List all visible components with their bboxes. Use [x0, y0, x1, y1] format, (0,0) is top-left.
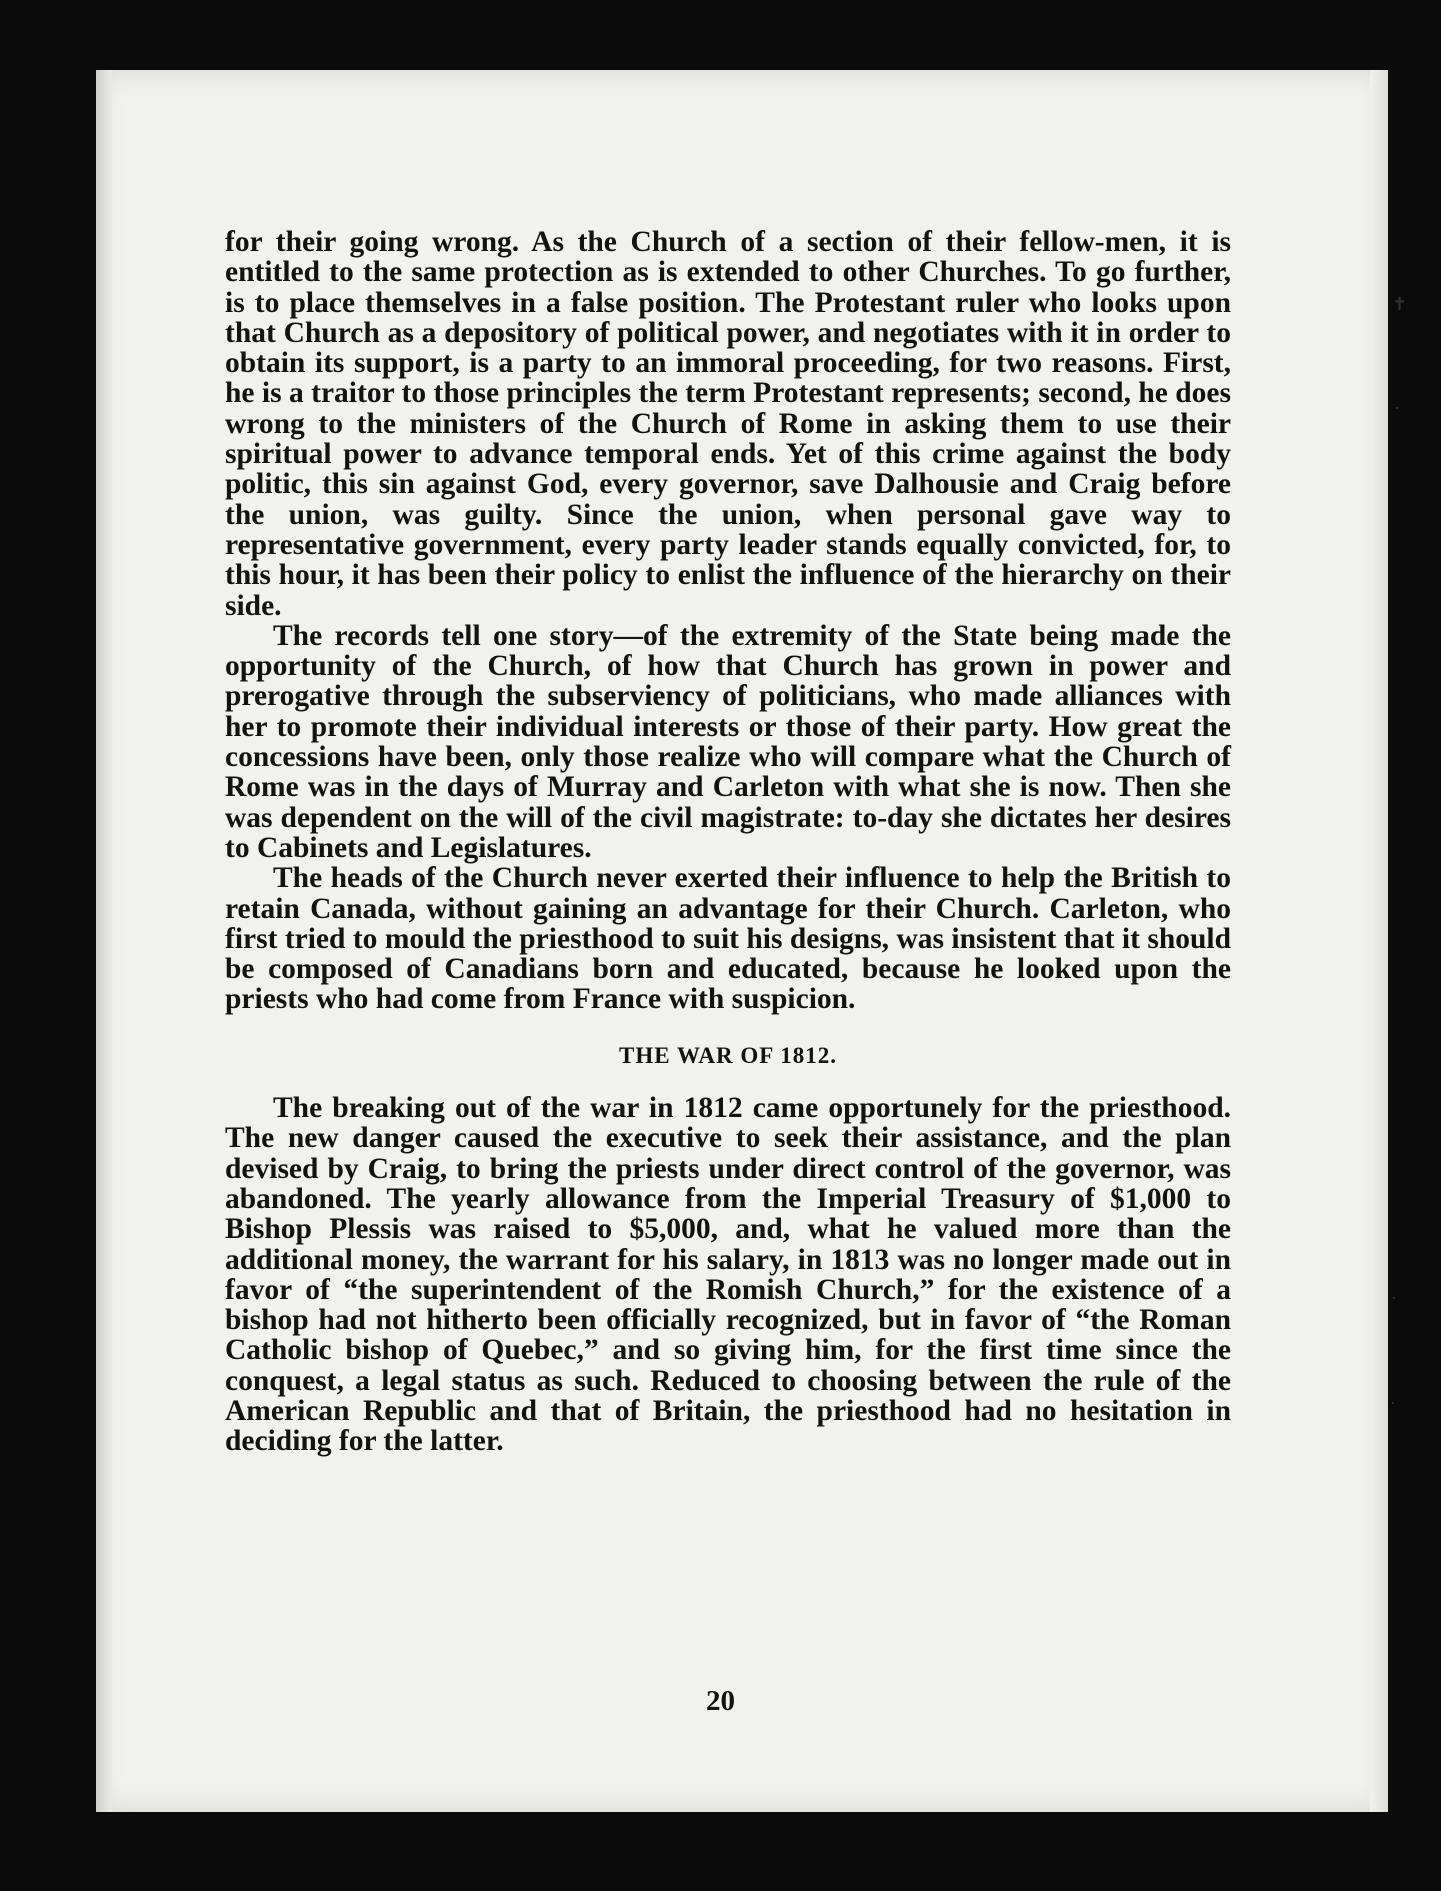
paragraph: The breaking out of the war in 1812 came opportunely for the priesthood. The new danger caused the executive to seek their assistance, and the plan devised by Craig, to bring the priests under direct control of the governor, was abandoned. The yearly allowance from the Imperial Treasury of $1,000 to Bishop Plessis was raised to $5,000, and, what he valued more than the additional money, the warrant for his salary, in 1813 was no longer made out in favor of “the superintendent of the Romish Church,” for the existence of a bishop had not hitherto been officially recognized, but in favor of “the Roman Catholic bishop of Quebec,” and so giving him, for the first time since the conquest, a legal status as such. Reduced to choosing between the rule of the American Republic and that of Britain, the priesthood had no hesitation in deciding for the latter.	[225, 1092, 1231, 1458]
page-number: 20	[706, 1685, 735, 1717]
page-right-edge	[1370, 70, 1388, 1812]
page-binding-edge	[96, 70, 112, 1812]
section-heading: THE WAR OF 1812.	[619, 1042, 837, 1068]
paragraph: The heads of the Church never exerted their influence to help the British to retain Canada, without gaining an advantage for their Church. Carleton, who first tried to mould the priesthood to suit his designs, was insistent that it should be composed of Canadians born and educated, because he looked upon the priests who had come from France with suspicion.	[225, 862, 1231, 1016]
paragraph: for their going wrong. As the Church of a section of their fellow-men, it is entitled to the same protection as is extended to other Churches. To go further, is to place themselves in a false position. The Protestant ruler who looks upon that Church as a depository of political power, and negotiates with it in order to obtain its support, is a party to an immoral proceeding, for two reasons. First, he is a traitor to those principles the term Protestant represents; second, he does wrong to the ministers of the Church of Rome in asking them to use their spiritual power to advance temporal ends. Yet of this crime against the body politic, this sin against God, every governor, save Dalhousie and Craig before the union, was guilty. Since the union, when personal gave way to representative government, every party leader stands equally convicted, for, to this hour, it has been their policy to enlist the influence of the hierarchy on their side.	[225, 226, 1231, 622]
paragraph: The records tell one story—of the extremity of the State being made the opportunity of the Church, of how that Church has grown in power and prerogative through the subserviency of politicians, who made alliances with her to promote their individual interests or those of their party. How great the concessions have been, only those realize who will compare what the Church of Rome was in the days of Murray and Carleton with what she is now. Then she was dependent on the will of the civil magistrate: to-day she dictates her desires to Cabinets and Legislatures.	[225, 619, 1231, 864]
margin-artifact: ·	[1391, 1288, 1397, 1309]
margin-artifact: ·	[1394, 398, 1400, 419]
margin-artifact: ✝	[1392, 294, 1408, 315]
page-body-text	[225, 227, 1231, 1457]
margin-artifact: ·	[1390, 1393, 1396, 1414]
